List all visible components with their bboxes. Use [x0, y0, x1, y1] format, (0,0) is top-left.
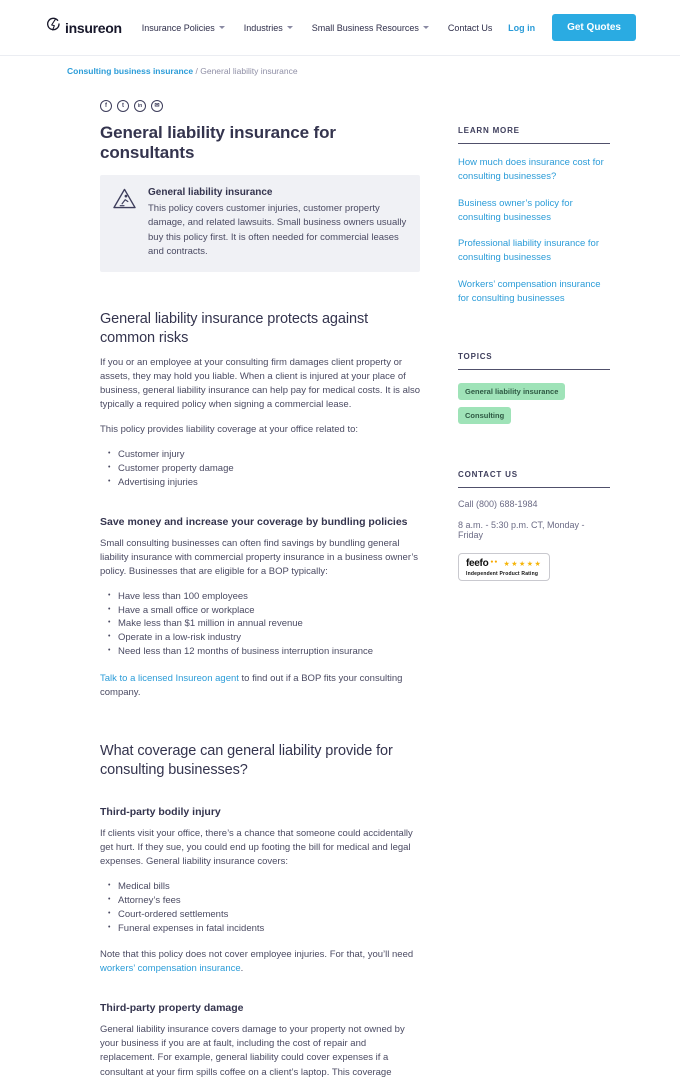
policy-info-body: This policy covers customer injuries, customer property damage, and related lawsuits. Small business owners usually buy this policy first. It is often needed for commercial leases and contracts.	[148, 203, 407, 257]
section-heading-coverage: What coverage can general liability provide for consulting businesses?	[100, 742, 393, 778]
main-nav	[142, 23, 493, 33]
section-heading-common-risks: General liability insurance protects against common risks	[100, 311, 369, 347]
list-item: • Make less than $1 million in annual revenue	[108, 617, 420, 631]
contact-hours: 8 a.m. - 5:30 p.m. CT, Monday - Friday	[458, 520, 585, 540]
subsection-heading-property-damage: Third-party property damage	[100, 1002, 244, 1015]
learn-more-link-cost[interactable]: How much does insurance cost for consulting businesses?	[458, 157, 604, 183]
list-item: • Medical bills	[108, 880, 420, 894]
list-item: • Have a small office or workplace	[108, 604, 420, 618]
header-actions	[508, 14, 636, 41]
breadcrumb-separator: /	[195, 66, 198, 76]
breadcrumb-link-consulting[interactable]: Consulting business insurance	[67, 66, 194, 76]
five-stars-icon: ★★★★★	[503, 561, 543, 568]
site-header	[0, 0, 680, 56]
list-item: • Customer injury	[108, 448, 420, 462]
nav-industries[interactable]: Industries	[244, 23, 293, 33]
topics-section	[458, 352, 610, 424]
learn-more-link-workers-comp[interactable]: Workers’ compensation insurance for consulting businesses	[458, 278, 601, 304]
insureon-logo[interactable]	[45, 17, 122, 38]
social-share-bar	[100, 100, 420, 112]
list-item: • Have less than 100 employees	[108, 590, 420, 604]
breadcrumb	[0, 56, 680, 76]
insureon-logo-icon	[45, 17, 61, 38]
feefo-dots-icon: ●●	[490, 559, 499, 565]
feefo-rating-badge[interactable]	[458, 553, 550, 581]
risks-bullet-list	[100, 448, 420, 489]
chevron-down-icon	[423, 26, 429, 29]
bodily-injury-bullet-list	[100, 880, 420, 935]
list-item: • Need less than 12 months of business interruption insurance	[108, 645, 420, 659]
topic-tags	[458, 383, 610, 424]
get-quotes-button[interactable]: Get Quotes	[552, 14, 636, 41]
sidebar	[458, 100, 610, 581]
content-area	[0, 76, 680, 1091]
facebook-icon[interactable]: f	[100, 100, 112, 112]
contact-us-section	[458, 470, 610, 581]
page-title: General liability insurance for consultants	[100, 123, 336, 162]
learn-more-link-bop[interactable]: Business owner’s policy for consulting businesses	[458, 197, 573, 223]
learn-more-link-professional-liability[interactable]: Professional liability insurance for consulting businesses	[458, 238, 599, 264]
list-item: • Advertising injuries	[108, 476, 420, 490]
nav-insurance-policies[interactable]: Insurance Policies	[142, 23, 225, 33]
contact-phone: Call (800) 688-1984	[458, 499, 538, 509]
nav-contact-us[interactable]: Contact Us	[447, 22, 493, 33]
policy-info-text	[148, 187, 407, 259]
policy-info-box	[100, 175, 420, 272]
topics-title: TOPICS	[458, 352, 610, 370]
nav-small-business-resources[interactable]: Small Business Resources	[312, 23, 429, 33]
risks-paragraph: If you or an employee at your consulting firm damages client property or assets, they may hold you liable. When a client is injured at your place of business, general liability insurance can help pay for medical costs. It is also typically a required policy when signing a commercial lease.	[100, 357, 420, 411]
list-item: • Court-ordered settlements	[108, 908, 420, 922]
learn-more-section	[458, 126, 610, 306]
risks-intro-list: This policy provides liability coverage at your office related to:	[100, 424, 359, 436]
feefo-logo: feefo	[466, 558, 489, 569]
workers-comp-link[interactable]: workers’ compensation insurance	[100, 963, 241, 975]
feefo-caption: Independent Product Rating	[466, 571, 539, 577]
chevron-down-icon	[219, 26, 225, 29]
linkedin-icon[interactable]: in	[134, 100, 146, 112]
learn-more-links	[458, 156, 610, 306]
breadcrumb-current: General liability insurance	[200, 66, 298, 76]
subsection-heading-bodily-injury: Third-party bodily injury	[100, 806, 221, 819]
list-item: • Customer property damage	[108, 462, 420, 476]
slip-hazard-triangle-icon	[112, 187, 137, 210]
email-icon[interactable]: ✉	[151, 100, 163, 112]
property-damage-paragraph: General liability insurance covers damage to your property not owned by your business if you are at fault, including the cost of repair and replacement. For example, general liability could cover expenses if a consultant at your firm spills coffee on a client’s laptop. This coverage	[100, 1024, 405, 1078]
bodily-injury-paragraph: If clients visit your office, there’s a chance that someone could accidentally get hurt. If they sue, you could end up footing the bill for medical and legal expenses. General liability insurance covers:	[100, 828, 413, 868]
list-item: • Funeral expenses in fatal incidents	[108, 922, 420, 936]
article-column	[100, 100, 420, 1091]
tag-general-liability[interactable]: General liability insurance	[458, 383, 565, 400]
subsection-heading-bundling: Save money and increase your coverage by bundling policies	[100, 515, 408, 528]
tag-consulting[interactable]: Consulting	[458, 407, 511, 424]
bundling-cta-line: Talk to a licensed Insureon agent to find out if a BOP fits your consulting company.	[100, 672, 403, 698]
list-item: • Attorney’s fees	[108, 894, 420, 908]
workers-comp-note: Note that this policy does not cover employee injuries. For that, you’ll need workers’ compensation insurance.	[100, 949, 414, 975]
policy-info-title: General liability insurance	[148, 187, 273, 198]
contact-us-title: CONTACT US	[458, 470, 610, 488]
list-item: • Operate in a low-risk industry	[108, 631, 420, 645]
bundling-paragraph: Small consulting businesses can often find savings by bundling general liability insurance with commercial property insurance in a business owner’s policy. Businesses that are eligible for a BOP typically:	[100, 537, 419, 577]
logo-wordmark: insureon	[65, 19, 122, 36]
learn-more-title: LEARN MORE	[458, 126, 610, 144]
bundling-bullet-list	[100, 590, 420, 659]
chevron-down-icon	[287, 26, 293, 29]
twitter-icon[interactable]: t	[117, 100, 129, 112]
talk-to-agent-link[interactable]: Talk to a licensed Insureon agent	[100, 672, 239, 684]
login-link[interactable]: Log in	[508, 22, 536, 33]
